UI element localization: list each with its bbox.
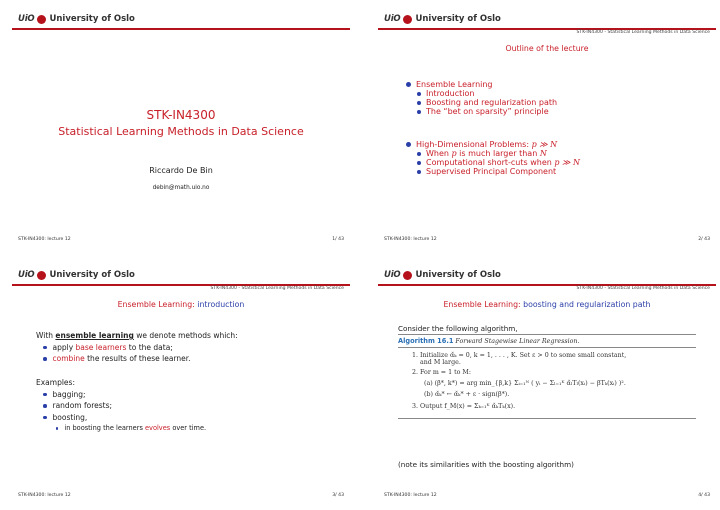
header-rule — [12, 28, 350, 30]
bullet-dot-icon — [43, 357, 47, 361]
slide-footer — [18, 493, 344, 498]
algorithm-step-cont: and M large. — [420, 359, 461, 366]
outline-list — [406, 80, 580, 176]
outline-section-label: Ensemble Learning — [416, 80, 493, 89]
university-name: University of Oslo — [49, 270, 135, 280]
slide-title: Ensemble Learning: introduction — [117, 300, 245, 309]
algorithm-step: 3. Output f_M(x) = Σₖ₌₁ᴷ α̌ₖTₖ(x). — [412, 403, 516, 410]
bullet-ball-icon — [406, 82, 411, 87]
bullet-dot-icon — [43, 416, 47, 420]
uio-logo — [384, 270, 501, 280]
bullet-ball-icon — [406, 142, 411, 147]
list-item: apply base learners to the data; — [43, 342, 238, 354]
footer-lecture: STK-IN4300: lecture 12 — [384, 237, 437, 242]
course-header: STK-IN4300 - Statistical Learning Methods in Data Science — [576, 30, 710, 35]
uio-logo-text: UiO — [18, 270, 35, 280]
list-item: random forests; — [43, 400, 238, 412]
outline-item — [417, 149, 580, 158]
bullet-ball-icon — [417, 92, 421, 96]
author-email: debin@math.uio.no — [152, 185, 210, 191]
outline-item — [417, 107, 580, 116]
algorithm-substep: (a) (β*, k*) = arg min_{β,k} Σᵢ₌₁ᴺ ( yᵢ − Σₗ₌₁ᴷ α̌ₗTₗ(xᵢ) − βTₖ(xᵢ) )². — [424, 380, 626, 387]
bullet-ball-icon — [417, 110, 421, 114]
sub-list-item: in boosting the learners evolves over time. — [56, 423, 238, 433]
bullet-ball-icon — [417, 152, 421, 156]
bullet-dot-icon — [56, 427, 58, 429]
bullet-dot-icon — [43, 404, 47, 408]
page-number: 1/ 43 — [332, 237, 344, 242]
course-header: STK-IN4300 - Statistical Learning Methods in Data Science — [576, 286, 710, 291]
algorithm-step: 2. For m = 1 to M: — [412, 369, 471, 376]
author-name: Riccardo De Bin — [149, 166, 213, 175]
university-name: University of Oslo — [49, 14, 135, 24]
slide-footer — [384, 237, 710, 242]
outline-item-label: Computational short-cuts when p ≫ N — [426, 158, 580, 167]
footer-lecture: STK-IN4300: lecture 12 — [384, 493, 437, 498]
outline-item-label: Introduction — [426, 89, 475, 98]
list-item: combine the results of these learner. — [43, 353, 238, 365]
slide-2 — [378, 8, 716, 246]
outline-item — [417, 167, 580, 176]
uio-logo — [384, 14, 501, 24]
slide-1 — [12, 8, 350, 246]
outline-item-label: Boosting and regularization path — [426, 98, 558, 107]
outline-item — [417, 158, 580, 167]
bullet-ball-icon — [417, 161, 421, 165]
uio-seal-icon — [37, 271, 46, 280]
slide-title: Outline of the lecture — [505, 44, 589, 53]
note-line: (note its similarities with the boosting algorithm) — [398, 460, 574, 469]
title-block — [12, 108, 350, 138]
algorithm-substep: (b) α̌ₖ* ← α̌ₖ* + ε · sign(β*). — [424, 391, 510, 398]
page-number: 4/ 43 — [698, 493, 710, 498]
outline-item-label: Supervised Principal Component — [426, 167, 557, 176]
uio-logo — [18, 14, 135, 24]
slide-title: Ensemble Learning: boosting and regularization path — [443, 300, 651, 309]
bullet-dot-icon — [43, 346, 47, 350]
uio-seal-icon — [37, 15, 46, 24]
uio-logo-text: UiO — [18, 14, 35, 24]
bullet-dot-icon — [43, 393, 47, 397]
list-item: bagging; — [43, 389, 238, 401]
outline-section — [406, 80, 580, 89]
course-title: Statistical Learning Methods in Data Science — [58, 125, 304, 138]
page-number: 3/ 43 — [332, 493, 344, 498]
algorithm-step: 1. Initialize α̌ₖ = 0, k = 1, . . . , K. Set ε > 0 to some small constant, — [412, 352, 627, 359]
university-name: University of Oslo — [415, 270, 501, 280]
slide-body — [36, 330, 238, 434]
slide-footer — [18, 237, 344, 242]
slide-3 — [12, 264, 350, 502]
uio-logo-text: UiO — [384, 270, 401, 280]
intro-line: Consider the following algorithm, — [398, 324, 518, 333]
outline-item-label: When p is much larger than N — [426, 149, 547, 158]
university-name: University of Oslo — [415, 14, 501, 24]
examples-label: Examples: — [36, 377, 75, 387]
bullet-ball-icon — [417, 170, 421, 174]
uio-seal-icon — [403, 271, 412, 280]
algorithm-box — [398, 334, 696, 419]
uio-seal-icon — [403, 15, 412, 24]
slide-footer — [384, 493, 710, 498]
outline-section — [406, 140, 580, 149]
course-header: STK-IN4300 - Statistical Learning Methods in Data Science — [210, 286, 344, 291]
outline-item-label: The “bet on sparsity” principle — [426, 107, 549, 116]
course-code: STK-IN4300 — [146, 108, 216, 122]
algorithm-header — [398, 337, 696, 348]
bullet-ball-icon — [417, 101, 421, 105]
list-item: boosting, — [43, 412, 238, 424]
outline-item — [417, 89, 580, 98]
page-number: 2/ 43 — [698, 237, 710, 242]
uio-logo — [18, 270, 135, 280]
footer-lecture: STK-IN4300: lecture 12 — [18, 493, 71, 498]
outline-item — [417, 98, 580, 107]
algorithm-name: Algorithm 16.1 — [398, 337, 454, 345]
slide-4 — [378, 264, 716, 502]
intro-line: With ensemble learning we denote methods which: — [36, 331, 238, 340]
algorithm-title: Forward Stagewise Linear Regression. — [455, 338, 580, 345]
footer-lecture: STK-IN4300: lecture 12 — [18, 237, 71, 242]
outline-section-label: High-Dimensional Problems: p ≫ N — [416, 140, 558, 149]
uio-logo-text: UiO — [384, 14, 401, 24]
